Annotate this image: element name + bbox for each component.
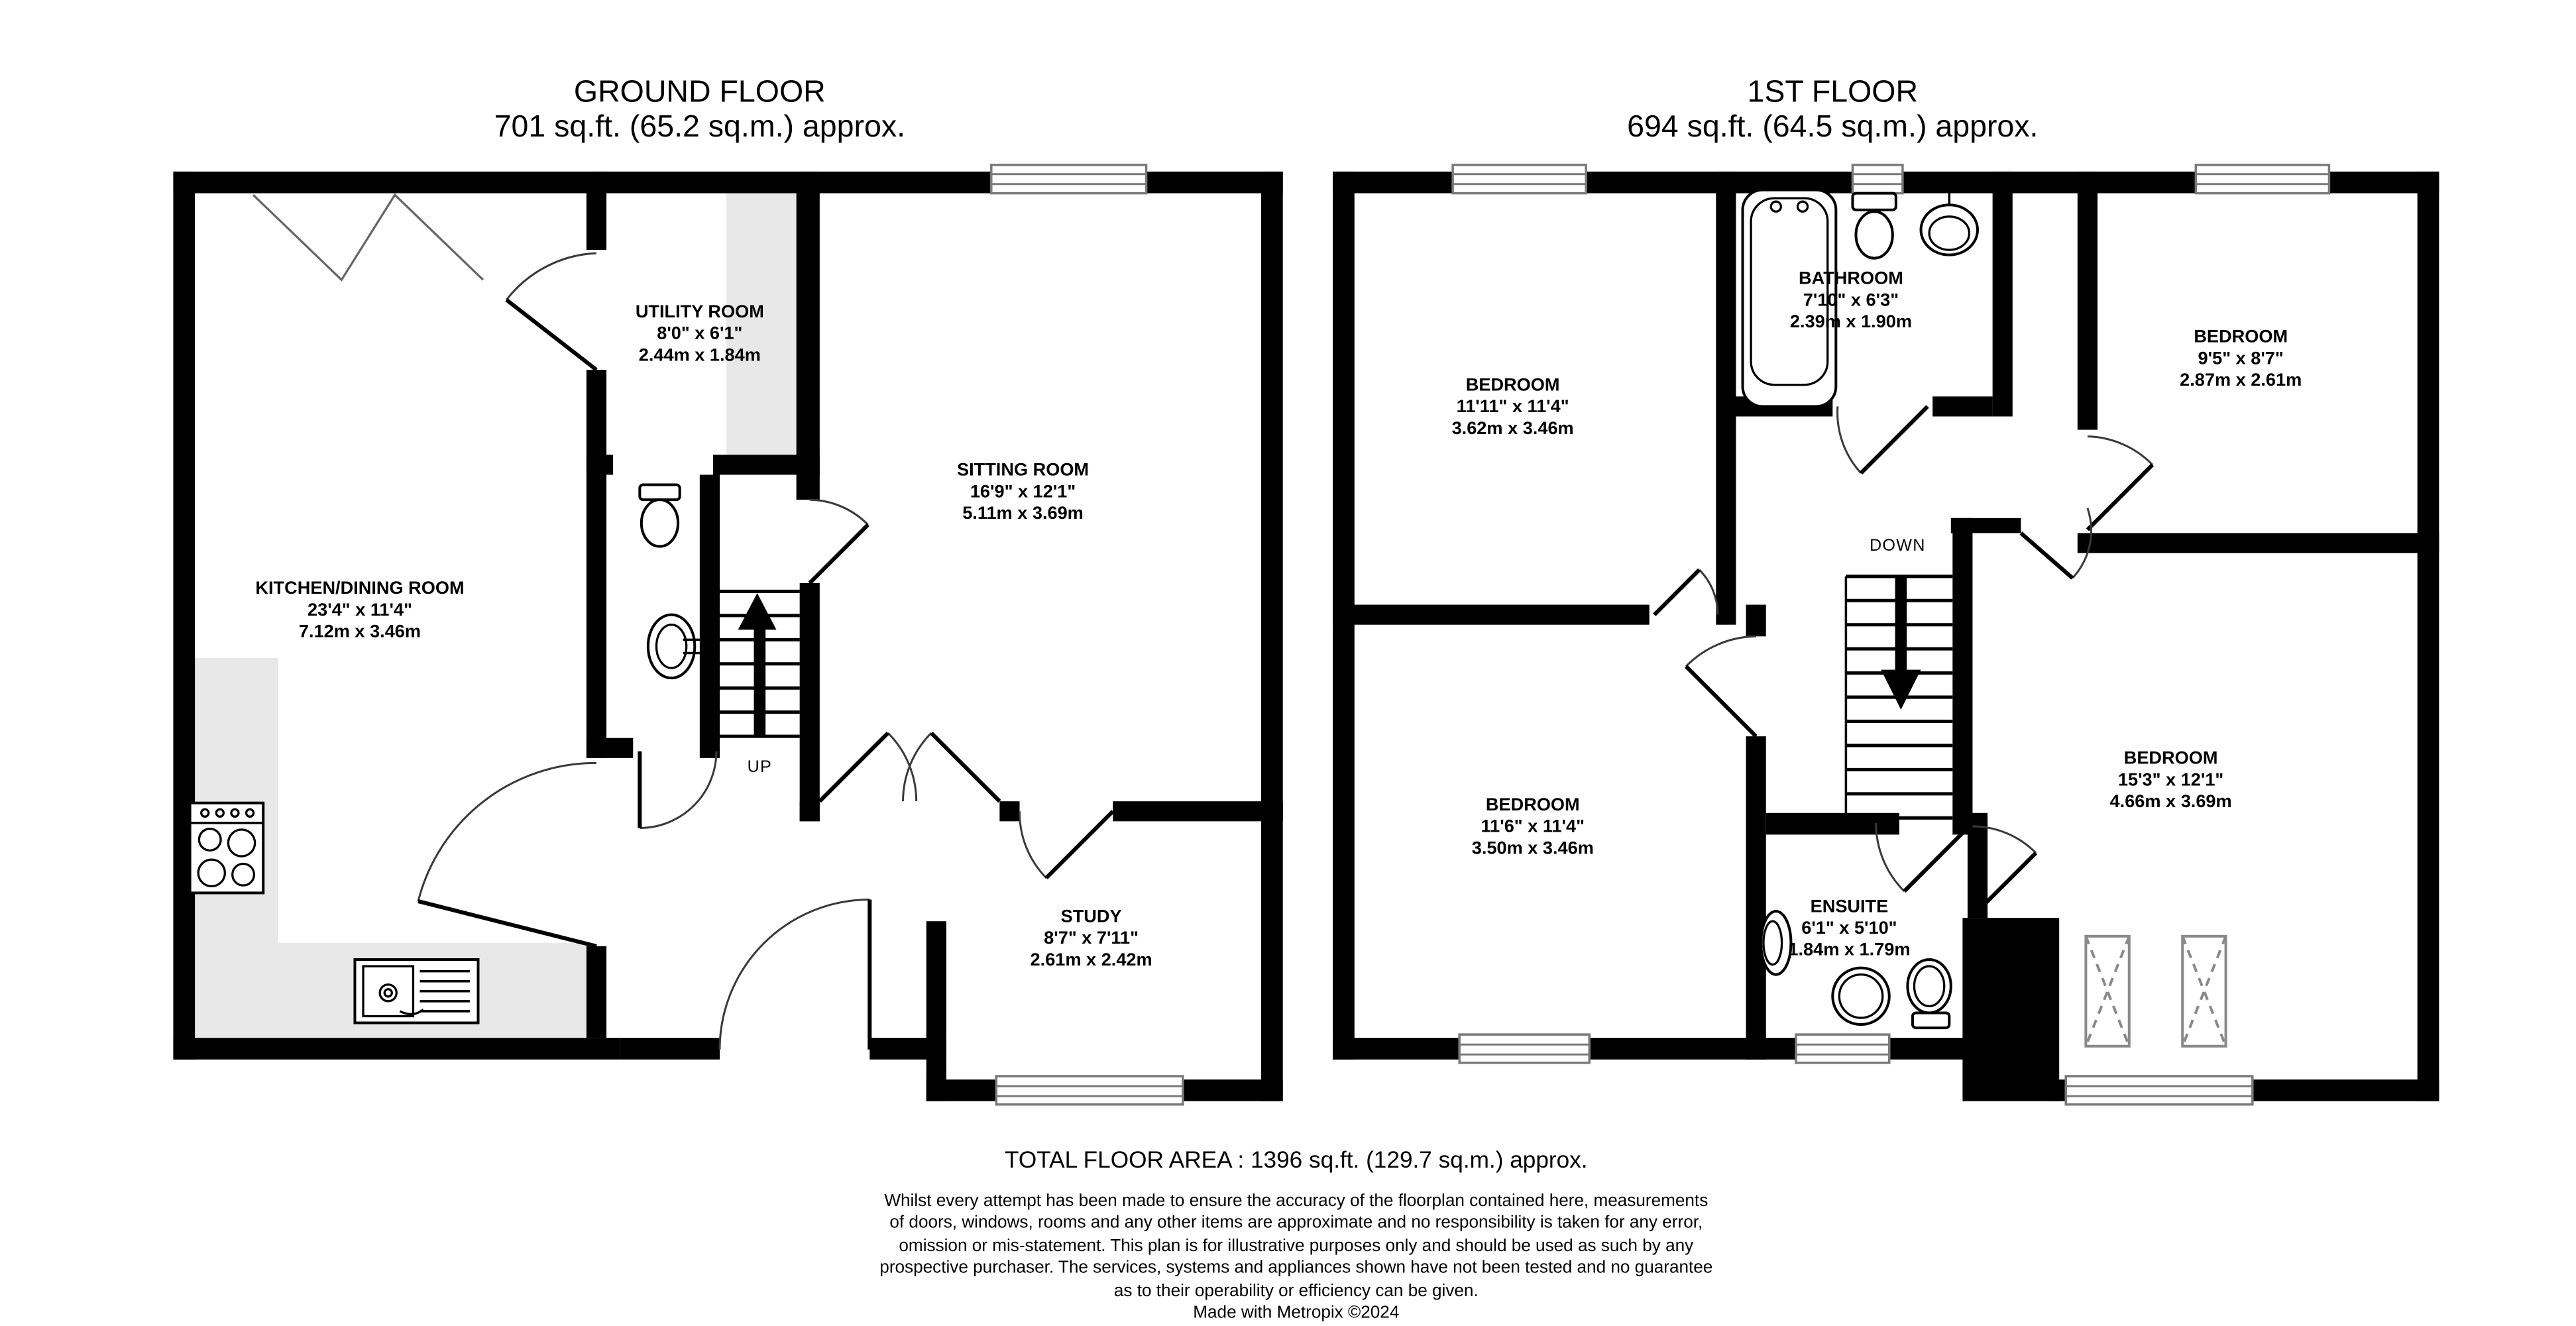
room-label-utility: [636, 302, 764, 367]
room-name: ENSUITE: [1810, 897, 1889, 917]
room-label-bedroom-rear-left: [1472, 795, 1594, 860]
toilet-icon: [1907, 960, 1950, 1028]
room-dims-metric: 7.12m x 3.46m: [298, 622, 421, 643]
room-dims-metric: 2.39m x 1.90m: [1789, 312, 1912, 333]
room-dims-imperial: 23'4" x 11'4": [308, 600, 412, 621]
stairs-down-label: DOWN: [1870, 537, 1926, 556]
room-dims-imperial: 16'9" x 12'1": [970, 482, 1076, 502]
ground-floor-title: [494, 74, 905, 144]
room-name: BEDROOM: [2123, 748, 2218, 769]
room-dims-imperial: 15'3" x 12'1": [2117, 770, 2224, 791]
room-dims-imperial: 8'0" x 6'1": [657, 323, 743, 345]
stairs-up-label: UP: [747, 759, 773, 777]
room-label-ensuite: [1788, 897, 1910, 962]
room-name: UTILITY ROOM: [635, 302, 764, 323]
shower-icon: [1832, 968, 1889, 1024]
room-dims-imperial: 11'11" x 11'4": [1456, 397, 1569, 417]
room-name: SITTING ROOM: [956, 461, 1090, 481]
staircase-down: [1846, 577, 1952, 818]
disclaimer-line: of doors, windows, rooms and any other items are approximate and no responsibility is taken for any error,: [889, 1215, 1703, 1234]
room-name: BEDROOM: [1485, 795, 1580, 816]
room-name: STUDY: [1060, 907, 1122, 927]
room-dims-imperial: 6'1" x 5'10": [1801, 918, 1897, 939]
down-arrow-icon: [1881, 577, 1921, 710]
room-label-kitchen-dining: [255, 579, 464, 644]
room-dims-metric: 3.62m x 3.46m: [1451, 419, 1574, 439]
floor-name: GROUND FLOOR: [573, 73, 826, 109]
room-label-bedroom-front-right: [2180, 327, 2302, 392]
first-floor-title: [1627, 74, 2038, 144]
total-floor-area: TOTAL FLOOR AREA : 1396 sq.ft. (129.7 sq.m.) approx.: [1004, 1146, 1588, 1173]
toilet-icon: [1852, 193, 1895, 258]
floor-area: 701 sq.ft. (65.2 sq.m.) approx.: [494, 108, 906, 144]
disclaimer-line: prospective purchaser. The services, systems and appliances shown have not been tested and no guarantee: [879, 1260, 1713, 1278]
room-dims-metric: 2.44m x 1.84m: [638, 345, 761, 366]
room-dims-imperial: 7'10" x 6'3": [1803, 290, 1899, 311]
disclaimer-line: as to their operability or efficiency can be given.: [1113, 1282, 1479, 1301]
room-dims-metric: 4.66m x 3.69m: [2109, 792, 2232, 812]
room-dims-imperial: 9'5" x 8'7": [2198, 349, 2284, 369]
room-label-bedroom-front-left: [1452, 376, 1574, 441]
sink-icon: [1921, 193, 1978, 255]
wardrobe-icon: [2086, 936, 2225, 1046]
disclaimer-line: Whilst every attempt has been made to ensure the accuracy of the floorplan contained here, measurements: [884, 1192, 1708, 1211]
kitchen-sink-icon: [355, 960, 478, 1023]
room-label-bedroom-rear-right: [2110, 749, 2232, 814]
staircase-up: [720, 591, 800, 736]
hob-icon: [190, 803, 264, 893]
room-dims-metric: 1.84m x 1.79m: [1788, 940, 1911, 961]
room-label-study: [1031, 907, 1152, 972]
folding-door-icon: [253, 195, 483, 280]
room-dims-metric: 5.11m x 3.69m: [962, 504, 1084, 524]
room-dims-metric: 3.50m x 3.46m: [1471, 838, 1594, 859]
room-dims-metric: 2.87m x 2.61m: [2180, 370, 2302, 391]
chimney-breast: [1962, 918, 2059, 1101]
room-dims-imperial: 11'6" x 11'4": [1481, 817, 1585, 838]
disclaimer-line: omission or mis-statement. This plan is for illustrative purposes only and should be used as such by any: [899, 1237, 1694, 1256]
sink-icon: [1761, 911, 1791, 975]
sink-icon: [648, 615, 700, 679]
room-name: BATHROOM: [1799, 268, 1903, 290]
floor-name: 1ST FLOOR: [1747, 73, 1919, 109]
room-name: KITCHEN/DINING ROOM: [255, 579, 465, 599]
room-label-bathroom: [1790, 269, 1912, 334]
toilet-icon: [640, 485, 679, 547]
room-dims-metric: 2.61m x 2.42m: [1030, 950, 1152, 971]
room-name: BEDROOM: [1465, 375, 1560, 396]
room-dims-imperial: 8'7" x 7'11": [1044, 928, 1139, 949]
room-name: BEDROOM: [2194, 327, 2288, 348]
room-label-sitting: [957, 461, 1089, 525]
credit-line: Made with Metropix ©2024: [1193, 1304, 1400, 1323]
footer: [879, 1146, 1712, 1325]
floor-area: 694 sq.ft. (64.5 sq.m.) approx.: [1627, 108, 2039, 144]
